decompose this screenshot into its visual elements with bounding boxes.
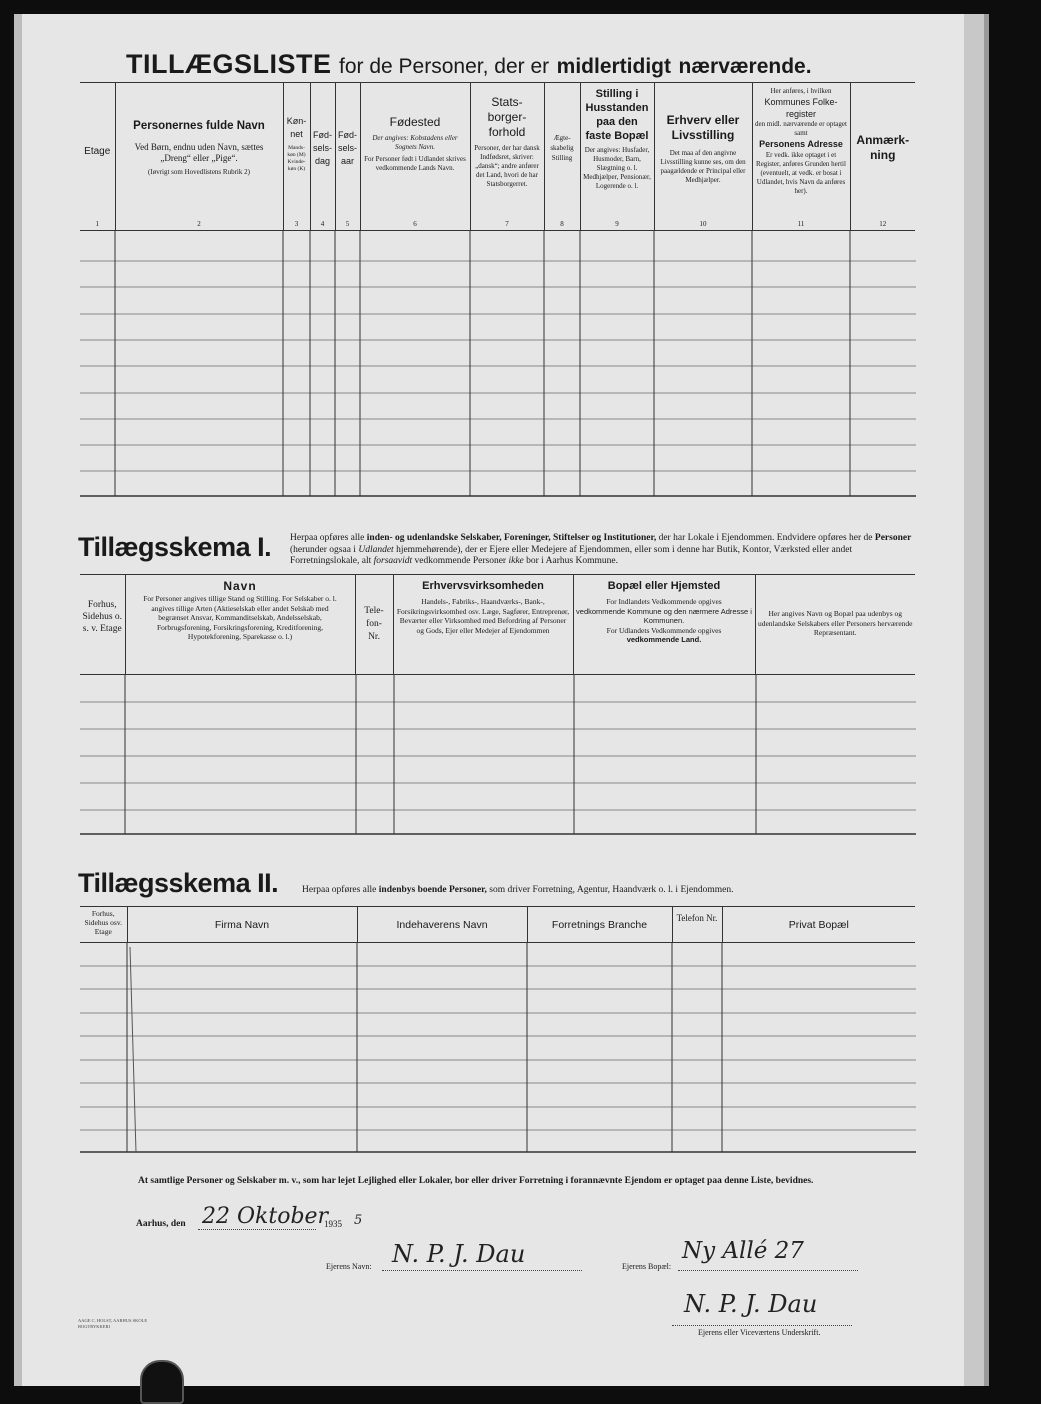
skema2-header-row [80, 907, 915, 943]
col-num-12: 12 [879, 220, 887, 228]
skema2-title: Tillægsskema II. [78, 868, 279, 898]
col-anmaerkning-label: Anmærk-ning [856, 133, 910, 162]
col-num-3: 3 [294, 220, 299, 228]
owner-name-label: Ejerens Navn: [326, 1262, 372, 1271]
skema2-col-telefon-label: Telefon Nr. [676, 913, 718, 923]
tillaegsliste-rows [80, 230, 916, 497]
owner-name-handwritten: N. P. J. Dau [392, 1240, 526, 1268]
skema1-desc-1: inden- og udenlandske Selskaber, Foreninger, Stiftelser og Institutioner, [366, 533, 657, 543]
skema1-desc-6: hjemmehørende), der er Ejere eller Medejere af Ejendommen, eller som i denne har Butik, Kontor, Værksted eller andet Forretningslokale, alt [290, 544, 853, 566]
skema2-col-indehaver [357, 907, 527, 943]
col-stilling-label: Stilling i Husstanden paa den faste Bopæl [585, 88, 649, 142]
col-konnet-label: Køn-net [286, 116, 307, 139]
col-folkeregister-mid: den midl. nærværende er optaget samt [755, 120, 847, 137]
skema2-table [80, 906, 915, 943]
skema1-rows [80, 674, 916, 835]
col-num-11: 11 [797, 220, 805, 228]
col-foedselsaar [335, 83, 360, 231]
col-etage-label: Etage [84, 146, 111, 157]
col-erhverv-note: Det maa af den angivne Livsstilling kunne ses, om den paagældende er Principal eller Medhjælper. [660, 149, 746, 184]
owner-name-line [382, 1270, 582, 1271]
col-num-9: 9 [615, 220, 619, 228]
col-folkeregister-pre: Her anføres, i hvilken [770, 87, 832, 95]
skema1-title: Tillægsskema I. [78, 532, 272, 562]
title-naervaerende: nærværende. [678, 55, 812, 78]
skema2-pen-mark [130, 947, 136, 1152]
col-num-8: 8 [560, 220, 564, 228]
tillaegsliste-table [80, 82, 915, 231]
col-foedested-note2: For Personer født i Udlandet skrives vedkommende Lands Navn. [364, 155, 466, 172]
col-foedested [360, 83, 470, 231]
place-label-text: Aarhus, den [136, 1219, 186, 1229]
skema1-col-bopael-note1b: vedkommende Kommune og den nærmere Adresse i Kommunen. [576, 606, 752, 625]
skema1-col-bopael-note2b: vedkommende Land. [626, 635, 702, 644]
col-foedselsaar-label: Fød-sels-aar [337, 130, 357, 166]
binder-clip [140, 1360, 184, 1404]
skema1-header-row [80, 575, 915, 675]
owner-address-handwritten: Ny Allé 27 [682, 1238, 804, 1264]
col-num-6: 6 [413, 220, 417, 228]
skema2-col-etage [80, 907, 127, 943]
col-navn-label: Personernes fulde Navn [133, 120, 265, 132]
col-foedselsdag [310, 83, 335, 231]
col-aegteskab-label: Ægte-skabelig Stilling [550, 134, 574, 162]
col-stilling-note: Der angives: Husfader, Husmoder, Barn, Slægtning o. l. Medhjælper, Pensionær, Logerende o. l. [583, 146, 651, 190]
col-foedested-label: Fødested [389, 115, 441, 129]
col-statsborger-label: Stats-borger-forhold [487, 95, 527, 139]
skema2-col-privat-label: Privat Bopæl [788, 919, 849, 931]
skema1-desc-2: der har Lokale i Ejendommen. Endvidere opføres her de [656, 533, 875, 543]
date-line [198, 1229, 316, 1230]
col-konnet-note: Mands-køn (M) Kvinde-køn (K) [287, 145, 306, 172]
col-aegteskab [544, 83, 580, 231]
printer-stamp: AAGE C. HOLST, AARHUS SKOLE BOGTRYKKERI [78, 1318, 148, 1329]
col-num-4: 4 [320, 220, 325, 228]
col-adresse-label: Personens Adresse [759, 139, 843, 149]
date-handwritten: 22 Oktober [202, 1204, 329, 1229]
title-mid: for de Personer, der er [339, 55, 550, 78]
skema1-desc-3: Personer [874, 533, 912, 543]
col-navn [115, 83, 283, 231]
skema2-desc-b: indenbys boende Personer, [378, 885, 487, 895]
skema2-col-etage-label: Forhus, Sidehus osv. Etage [84, 909, 122, 936]
skema2-col-branche [527, 907, 672, 943]
skema1-desc-8: vedkommende Personer [412, 556, 509, 566]
col-foedested-note: Der angives: Kobstadens eller Sognets Navn. [372, 134, 458, 151]
col-folkeregister [752, 83, 850, 231]
owner-address-label: Ejerens Bopæl: [622, 1262, 672, 1271]
col-folkeregister-note: Er vedk. ikke optaget i et Register, anføres Grunden hertil (eventuelt, at vedk. er bosat i Udlandet, hvis Navn da anføres her). [756, 151, 846, 195]
signature-handwritten: N. P. J. Dau [684, 1290, 818, 1318]
skema2-desc-a: Herpaa opføres alle [302, 885, 379, 895]
skema2-col-firma [127, 907, 357, 943]
skema2-rows [80, 942, 916, 1153]
col-etage [80, 83, 115, 231]
skema1-col-etage-label: Forhus, Sidehus o. s. v. Etage [82, 600, 123, 634]
col-konnet [283, 83, 310, 231]
year-label: 1935 [324, 1219, 342, 1229]
skema1-desc-9: ikke [508, 556, 524, 566]
skema1-col-bopael-label: Bopæl eller Hjemsted [607, 580, 721, 592]
skema2-col-firma-label: Firma Navn [214, 919, 270, 931]
col-num-5: 5 [345, 220, 350, 228]
skema1-desc-4: (herunder ogsaa i [290, 544, 359, 555]
col-erhverv [654, 83, 752, 231]
skema1-col-bopael-note2: For Udlandets Vedkommende opgives [606, 625, 722, 635]
skema2-desc-c: som driver Forretning, Agentur, Haandværk o. l. i Ejendommen. [486, 885, 734, 895]
skema1-col-navn-note: For Personer angives tillige Stand og Stilling. For Selskaber o. l. angives tillige Arten (Aktieselskab eller andet Selskab med begrænset Ansvar, Kommanditselskab, Andelsselskab, Forbrugsforening, Forsikringsforening, Kreditforening, Hypotekforening, Sparekasse o. l.) [143, 594, 337, 641]
skema1-desc-0: Herpaa opføres alle [290, 533, 367, 543]
title-midlertidigt: midlertidigt [556, 55, 671, 78]
col-anmaerkning [850, 83, 915, 231]
skema1-col-navn-label: Navn [223, 579, 257, 593]
col-statsborger-note: Personer, der har dansk Indfødsret, skriver: „dansk“; andre anfører det Land, hvori de har Statsborgerret. [474, 144, 540, 188]
skema1-desc-5: Udlandet [358, 544, 394, 555]
col-num-1: 1 [95, 220, 99, 228]
skema1-col-telefon [355, 575, 393, 675]
tillaegsliste-title [126, 48, 812, 83]
skema2-col-branche-label: Forretnings Branche [551, 919, 648, 931]
skema1-col-erhverv [393, 575, 573, 675]
skema1-desc-10: bor i Aarhus Kommune. [523, 556, 618, 566]
signature-line [672, 1325, 852, 1326]
col-num-2: 2 [197, 220, 201, 228]
skema2-col-telefon [672, 907, 722, 943]
skema1-col-bopael-note1: For Indlandets Vedkommende opgives [606, 597, 722, 606]
skema1-col-etage [80, 575, 125, 675]
skema1-col-repraesentant [755, 575, 915, 675]
page-edge [964, 14, 984, 1386]
owner-address-line [678, 1270, 858, 1271]
skema2-col-indehaver-label: Indehaverens Navn [396, 919, 488, 931]
skema1-col-repraesentant-note: Her angives Navn og Bopæl paa udenbys og udenlandske Selskabers eller Personers herværende Repræsentant. [757, 609, 913, 637]
skema1-col-erhverv-label: Erhvervsvirksomheden [422, 580, 544, 592]
col-navn-note2: (Iøvrigt som Hovedlistens Rubrik 2) [148, 168, 250, 176]
page-edge-shadow [984, 14, 989, 1386]
skema1-col-telefon-label: Tele-fon-Nr. [364, 606, 384, 642]
skema1-col-bopael [573, 575, 755, 675]
place-label [136, 1219, 186, 1229]
tillaegsliste-header-row [80, 83, 915, 231]
title-bold: TILLÆGSLISTE [126, 49, 332, 79]
skema1-col-erhverv-note: Handels-, Fabriks-, Haandværks-, Bank-, Forsikringsvirksomhed osv. Læge, Sagfører, Entreprenør, Beværter eller Virksomhed med Befordring af Personer og Gods, Ejer eller Medejer af Ejendommen [396, 597, 570, 635]
col-num-7: 7 [505, 220, 509, 228]
signature-label: Ejerens eller Viceværtens Underskrift. [698, 1328, 821, 1337]
skema2-col-privat [722, 907, 915, 943]
skema2-description [302, 884, 902, 896]
col-num-10: 10 [699, 220, 707, 228]
skema1-table [80, 574, 915, 675]
col-navn-note: Ved Børn, endnu uden Navn, sættes „Dreng“ eller „Pige“. [134, 142, 264, 163]
col-folkeregister-label: Kommunes Folke-register [764, 97, 838, 119]
skema1-description [290, 533, 915, 568]
col-foedselsdag-label: Fød-sels-dag [312, 130, 332, 166]
col-statsborger [470, 83, 544, 231]
col-stilling [580, 83, 654, 231]
skema1-desc-7: forsaavidt [373, 556, 413, 566]
col-erhverv-label: Erhverv eller Livsstilling [666, 113, 740, 142]
declaration-text: At samtlige Personer og Selskaber m. v., som har lejet Lejlighed eller Lokaler, bor eller driver Forretning i forannævnte Ejendom er optaget paa denne Liste, bevidnes. [138, 1176, 814, 1186]
year-handwritten: 5 [354, 1213, 363, 1228]
skema1-col-navn [125, 575, 355, 675]
